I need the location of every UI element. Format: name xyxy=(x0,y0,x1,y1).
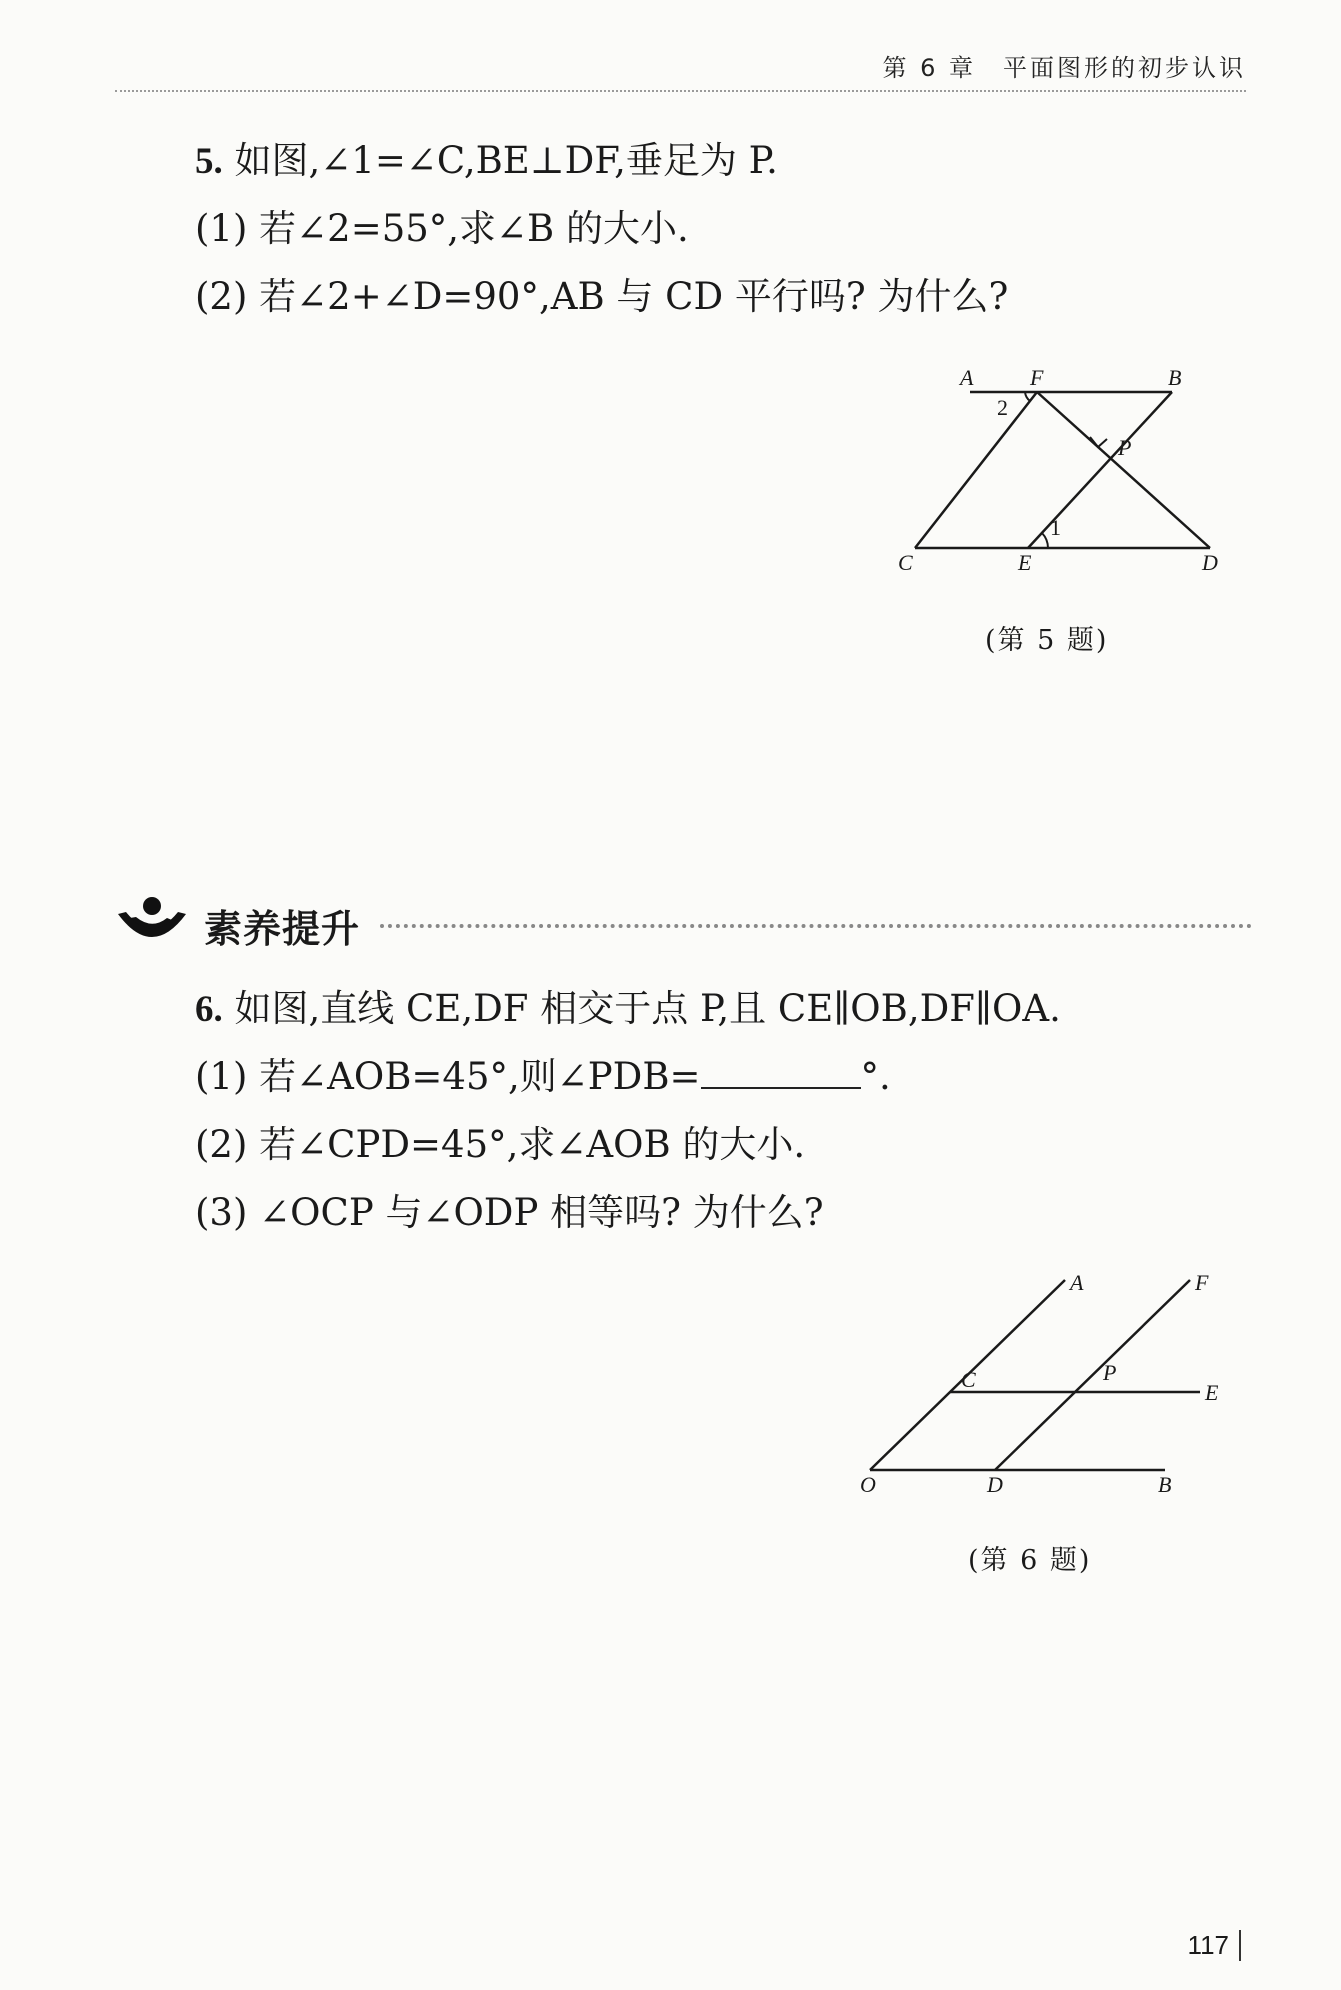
label-d: D xyxy=(1202,550,1218,575)
label-angle1: 1 xyxy=(1050,515,1061,540)
angle1-arc xyxy=(1042,533,1048,548)
q5-stem-line xyxy=(195,130,778,184)
q5-part2: (2) 若∠2+∠D=90°,AB 与 CD 平行吗? 为什么? xyxy=(195,275,1009,318)
page-number: 117 xyxy=(1188,1930,1241,1961)
line-fd xyxy=(1037,392,1210,548)
q6-part1-prefix: (1) 若∠AOB=45°,则∠PDB= xyxy=(195,1055,701,1098)
q5-part1: (1) 若∠2=55°,求∠B 的大小. xyxy=(195,207,689,250)
label-d: D xyxy=(987,1472,1003,1497)
label-b: B xyxy=(1168,365,1182,390)
q6-stem-line xyxy=(195,978,1061,1032)
label-e: E xyxy=(1205,1380,1219,1405)
line-df xyxy=(995,1280,1190,1470)
q5-stem: 如图,∠1=∠C,BE⊥DF,垂足为 P. xyxy=(234,139,778,182)
label-p: P xyxy=(1118,435,1132,460)
page-header xyxy=(115,48,1246,92)
label-p: P xyxy=(1103,1360,1117,1385)
label-f: F xyxy=(1195,1270,1209,1295)
q6-caption: (第 6 题) xyxy=(968,1545,1092,1576)
chapter-title: 第 6 章 平面图形的初步认识 xyxy=(882,54,1246,82)
q5-number: 5. xyxy=(195,141,223,182)
label-c: C xyxy=(961,1367,976,1392)
label-a: A xyxy=(960,365,974,390)
angle2-arc xyxy=(1025,392,1030,401)
q6-part1-suffix: °. xyxy=(860,1055,891,1098)
q6-part2: (2) 若∠CPD=45°,求∠AOB 的大小. xyxy=(195,1123,806,1166)
q6-stem: 如图,直线 CE,DF 相交于点 P,且 CE∥OB,DF∥OA. xyxy=(234,987,1061,1030)
section-header xyxy=(112,888,1252,958)
q6-part1 xyxy=(195,1046,891,1100)
q6-number: 6. xyxy=(195,989,223,1030)
label-o: O xyxy=(860,1472,876,1497)
label-angle2: 2 xyxy=(997,395,1008,420)
q6-figure xyxy=(855,1270,1235,1510)
q5-caption: (第 5 题) xyxy=(985,625,1109,656)
label-b: B xyxy=(1158,1472,1172,1497)
label-a: A xyxy=(1070,1270,1084,1295)
label-c: C xyxy=(898,550,913,575)
q6-answer-blank[interactable] xyxy=(701,1057,861,1089)
section-title: 素养提升 xyxy=(204,907,361,951)
section-logo-icon xyxy=(112,888,192,958)
section-divider xyxy=(380,924,1252,928)
q5-figure xyxy=(890,360,1240,590)
label-e: E xyxy=(1018,550,1032,575)
label-f: F xyxy=(1030,365,1044,390)
line-cf xyxy=(915,392,1037,548)
q6-part3: (3) ∠OCP 与∠ODP 相等吗? 为什么? xyxy=(195,1191,824,1234)
